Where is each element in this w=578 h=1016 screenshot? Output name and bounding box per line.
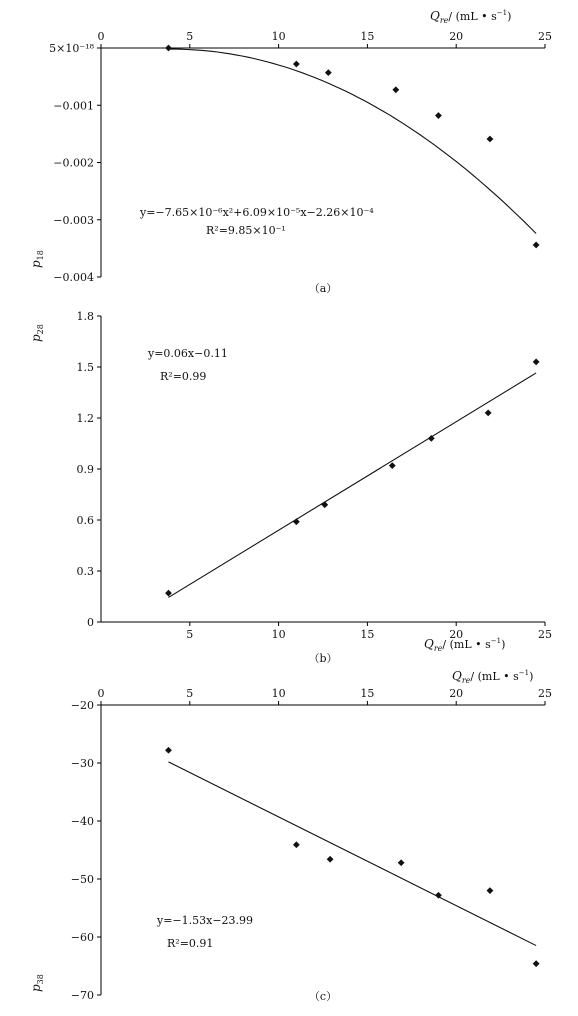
r-squared: R²=0.91 [167,937,214,950]
data-point [165,45,172,52]
y-tick-label: −60 [70,931,94,944]
chart-panel-1 [29,9,552,295]
y-tick-label: −0.004 [53,271,94,284]
x-tick-label: 10 [271,30,286,43]
x-tick-label: 5 [186,687,194,700]
y-tick-label: 0.3 [76,565,94,578]
x-axis-label: $Q_{re}/$ (mL • $s^{-1}$) [430,9,512,25]
fit-equation: y=−7.65×10⁻⁶x²+6.09×10⁻⁵x−2.26×10⁻⁴ [140,206,374,219]
y-tick-label: 5×10⁻¹⁸ [49,42,94,55]
y-tick-label: −0.003 [53,213,94,227]
x-tick-label: 0 [97,687,105,700]
x-axis-label: $Q_{re}/$ (mL • $s^{-1}$) [452,669,534,685]
x-tick-label: 20 [449,687,464,700]
data-point [327,856,334,863]
y-tick-label: 0.9 [76,463,94,476]
x-tick-label: 25 [538,30,552,43]
x-tick-label: 5 [186,628,194,641]
r-squared: R²=0.99 [160,370,207,383]
x-tick-label: 15 [360,30,375,43]
x-axis-label: $Q_{re}/$ (mL • $s^{-1}$) [424,637,506,653]
fit-equation: y=−1.53x−23.99 [157,914,254,927]
data-point [487,136,494,143]
x-tick-label: 5 [186,30,194,43]
y-tick-label: −0.002 [53,156,94,170]
data-point [533,359,540,366]
y-tick-label: −40 [70,815,94,828]
data-point [321,501,328,508]
data-point [389,462,396,469]
data-point [293,61,300,68]
panel-label: （b） [308,652,338,665]
y-tick-label: 1.8 [76,310,94,323]
data-point [487,887,494,894]
y-tick-label: 0.6 [76,514,94,527]
y-tick-label: 1.5 [76,361,94,374]
y-tick-label: 0 [87,616,94,629]
data-point [533,242,540,249]
x-tick-label: 20 [449,628,464,641]
data-point [293,841,300,848]
data-point [325,69,332,76]
data-point [392,86,399,93]
y-tick-label: −20 [70,699,94,712]
x-tick-label: 25 [538,687,552,700]
fit-line [168,373,536,598]
y-tick-label: −50 [70,873,94,886]
fit-equation: y=0.06x−0.11 [148,347,228,360]
y-tick-label: 1.2 [76,412,94,425]
x-tick-label: 20 [449,30,464,43]
chart-panel-2 [29,310,552,665]
data-point [533,960,540,967]
panel-label: （a） [308,282,338,295]
y-tick-label: −70 [70,989,94,1002]
x-tick-label: 25 [538,628,552,641]
x-tick-label: 0 [97,30,105,43]
y-tick-label: −30 [70,757,94,770]
chart-panel-3 [29,669,552,1003]
y-axis-label: $p_{18}$ [29,250,45,268]
r-squared: R²=9.85×10⁻¹ [206,224,286,237]
data-point [435,112,442,119]
data-point [398,859,405,866]
y-axis-label: $p_{28}$ [29,324,45,342]
x-tick-label: 10 [271,687,286,700]
data-point [485,410,492,417]
data-point [165,747,172,754]
panel-label: （c） [308,990,338,1003]
x-tick-label: 15 [360,687,375,700]
y-tick-label: −0.001 [53,99,94,113]
x-tick-label: 15 [360,628,375,641]
y-axis-label: $p_{38}$ [29,974,45,992]
data-point [293,518,300,525]
x-tick-label: 10 [271,628,286,641]
